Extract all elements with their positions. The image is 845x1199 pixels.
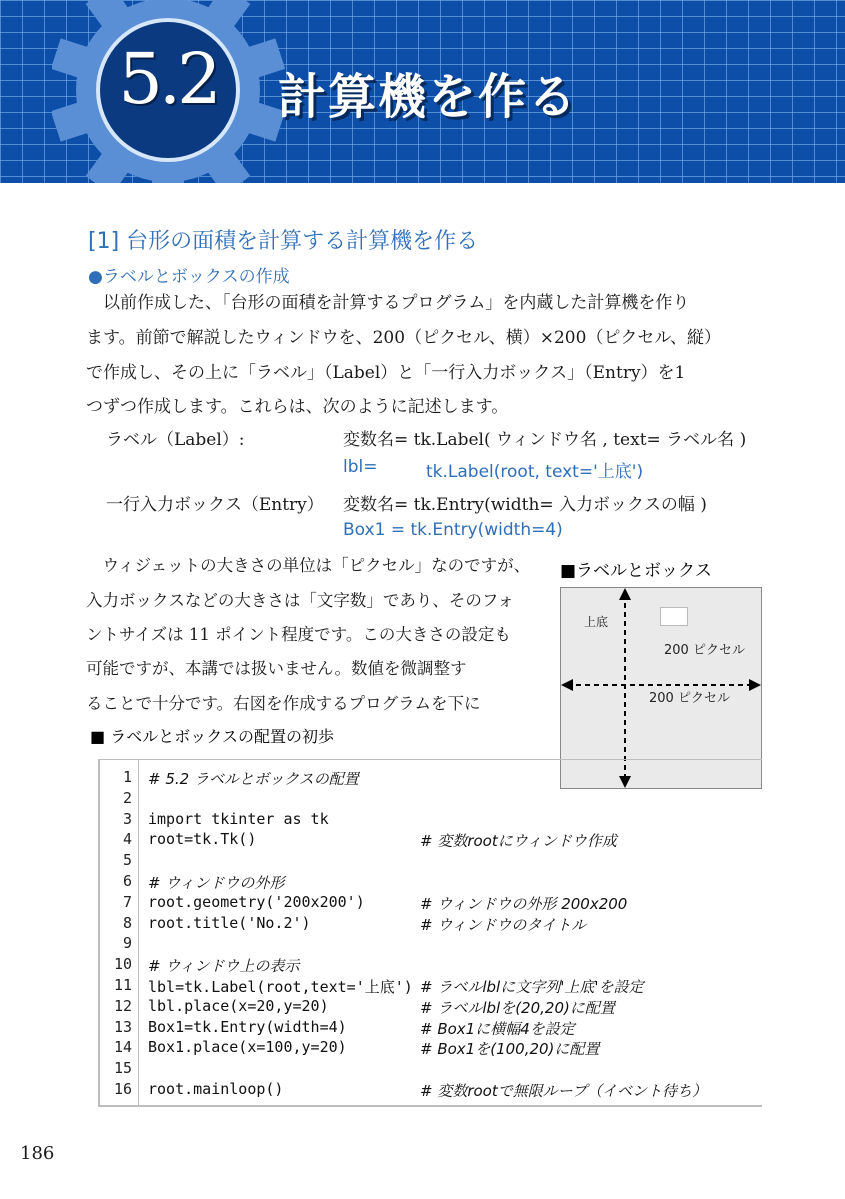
code-line: root.mainloop(): [148, 1080, 284, 1098]
body-line-1: ウィジェットの大きさの単位は「ピクセル」なのですが、: [86, 556, 531, 575]
page-title: 計算機を作る: [278, 69, 579, 125]
section-heading: [1] 台形の面積を計算する計算機を作る: [88, 229, 479, 254]
line-number: 3: [122, 809, 132, 828]
code-line: # ウィンドウの外形: [148, 874, 285, 892]
figure-dimension-horizontal: 200 ピクセル: [649, 691, 730, 706]
line-number: 13: [113, 1017, 132, 1036]
figure-dimension-vertical: 200 ピクセル: [664, 643, 745, 658]
intro-line-4: つずつ作成します。これらは、次のように記述します。: [86, 397, 509, 417]
page-number: 186: [20, 1143, 55, 1164]
line-number: 9: [122, 934, 132, 953]
body-line-5: ることで十分です。右図を作成するプログラムを下に: [86, 694, 481, 713]
label-definition-term: ラベル（Label）:: [106, 430, 245, 450]
line-number: 8: [122, 913, 132, 932]
code-comment: # ウィンドウのタイトル: [420, 915, 587, 934]
label-definition-syntax: 変数名= tk.Label( ウィンドウ名 , text= ラベル名 ): [343, 430, 747, 450]
code-line: import tkinter as tk: [148, 809, 329, 828]
code-line: root.title('No.2'): [148, 913, 311, 932]
code-comment: # ラベルlblに文字列'上底'を設定: [420, 978, 644, 996]
label-example-code: tk.Label(root, text='上底'): [426, 462, 644, 482]
code-line: lbl.place(x=20,y=20): [148, 996, 329, 1015]
label-example-var: lbl=: [343, 457, 378, 477]
body-line-4: 可能ですが、本講では扱いません。数値を微調整す: [86, 659, 467, 678]
code-line: root.geometry('200x200'): [148, 892, 365, 911]
code-comment: # 変数rootにウィンドウ作成: [420, 832, 617, 851]
code-comment: # Box1に横幅4を設定: [420, 1019, 575, 1038]
subsection-heading: ●ラベルとボックスの作成: [88, 267, 290, 287]
line-number: 6: [122, 872, 132, 890]
code-comment: # ラベルlblを(20,20)に配置: [420, 998, 615, 1017]
line-number: 11: [113, 976, 132, 994]
code-listing: [98, 759, 762, 1107]
line-number: 4: [122, 830, 132, 849]
code-line: Box1.place(x=100,y=20): [148, 1038, 347, 1057]
line-number: 1: [122, 768, 132, 786]
code-comment: # 変数rootで無限ループ（イベント待ち）: [420, 1082, 707, 1100]
figure-entry-box: [660, 607, 688, 626]
body-line-3: ントサイズは 11 ポイント程度です。この大きさの設定も: [86, 625, 511, 644]
entry-definition-term: 一行入力ボックス（Entry）: [106, 495, 324, 515]
section-number: 5.2: [118, 38, 218, 120]
line-number: 16: [113, 1080, 132, 1098]
entry-example-code: Box1 = tk.Entry(width=4): [343, 520, 563, 540]
intro-line-1: 以前作成した、「台形の面積を計算するプログラム」を内蔵した計算機を作り: [86, 293, 690, 313]
body-line-2: 入力ボックスなどの大きさは「文字数」であり、そのフォ: [86, 591, 515, 610]
code-line: lbl=tk.Label(root,text='上底'): [148, 978, 413, 996]
chapter-header-banner: [0, 0, 845, 183]
line-number: 10: [113, 955, 132, 974]
entry-definition-syntax: 変数名= tk.Entry(width= 入力ボックスの幅 ): [343, 495, 707, 515]
code-line: # 5.2 ラベルとボックスの配置: [148, 770, 359, 788]
line-number: 7: [122, 892, 132, 911]
figure-label-text: 上底: [584, 615, 609, 629]
line-number: 14: [113, 1038, 132, 1057]
line-number: 2: [122, 788, 132, 807]
code-line: # ウィンドウ上の表示: [148, 957, 300, 976]
line-number: 12: [113, 996, 132, 1015]
intro-line-3: で作成し、その上に「ラベル」（Label）と「一行入力ボックス」（Entry）を1: [86, 363, 686, 383]
intro-line-2: ます。前節で解説したウィンドウを、200（ピクセル、横）×200（ピクセル、縦）: [86, 328, 722, 348]
code-comment: # ウィンドウの外形 200x200: [420, 894, 628, 913]
figure-title: ■ラベルとボックス: [560, 561, 712, 581]
code-line: root=tk.Tk(): [148, 830, 257, 849]
line-number: 15: [113, 1059, 132, 1078]
code-comment: # Box1を(100,20)に配置: [420, 1040, 600, 1059]
line-number: 5: [122, 851, 132, 870]
code-line: Box1=tk.Entry(width=4): [148, 1017, 347, 1036]
code-listing-title: ■ ラベルとボックスの配置の初歩: [90, 727, 335, 746]
